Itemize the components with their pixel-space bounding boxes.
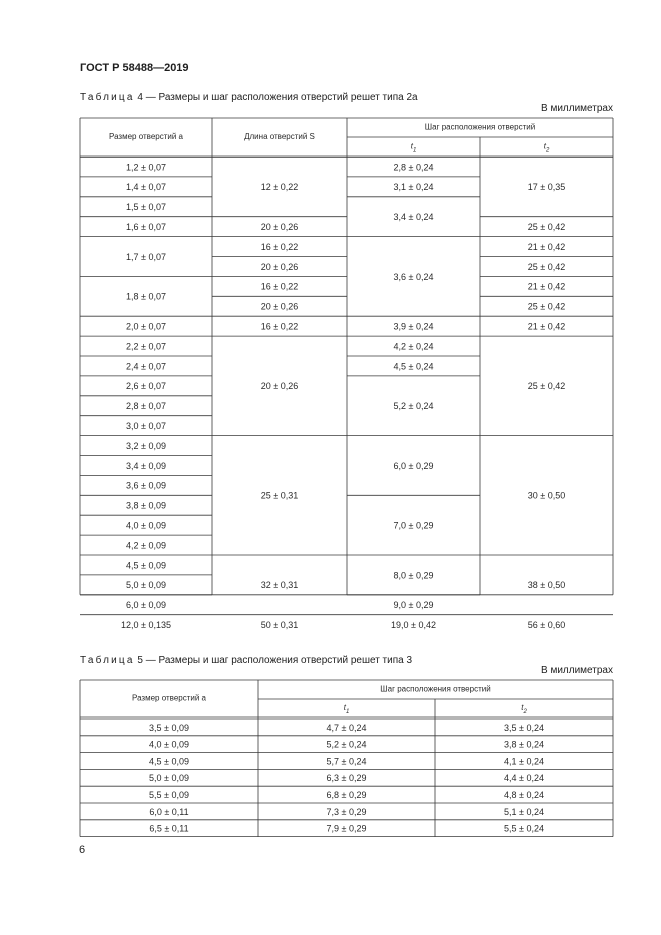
- page-number: 6: [79, 844, 86, 856]
- table5-cell: 6,8 ± 0,29: [326, 789, 367, 800]
- table4-cell-t1: 7,0 ± 0,29: [393, 520, 434, 531]
- table4-cell-t2: 25 ± 0,42: [527, 222, 566, 233]
- table4-cell-a: 5,0 ± 0,09: [126, 580, 166, 591]
- table4-cell-a: 4,5 ± 0,09: [126, 560, 166, 571]
- table5-cell: 4,1 ± 0,24: [504, 756, 544, 767]
- table4-cell-t1: 3,1 ± 0,24: [393, 182, 434, 193]
- table4-cell-s: 16 ± 0,22: [260, 241, 299, 252]
- table5-units: В миллиметрах: [541, 665, 613, 676]
- table4-cell-a: 1,2 ± 0,07: [126, 162, 166, 173]
- table4-header-t2: $t_2$: [543, 141, 550, 154]
- table5-cell: 5,5 ± 0,09: [149, 789, 189, 800]
- table5-cell: 3,5 ± 0,09: [149, 722, 189, 733]
- document-header: ГОСТ Р 58488—2019: [80, 62, 189, 74]
- table4-header-a: Размер отверстий a: [109, 132, 183, 142]
- table4-units: В миллиметрах: [541, 103, 613, 114]
- table4-cell-a: 1,7 ± 0,07: [126, 251, 166, 262]
- table4-cell-s: 32 ± 0,31: [260, 580, 299, 591]
- table4-cell-t2: 21 ± 0,42: [527, 281, 566, 292]
- table4-cell-t2: 30 ± 0,50: [527, 490, 566, 501]
- table4-cell-t1: 5,2 ± 0,24: [393, 401, 434, 412]
- table4-cell-t1: 3,4 ± 0,24: [393, 212, 434, 223]
- table5-caption: [80, 655, 412, 666]
- table5-cell: 5,7 ± 0,24: [326, 756, 367, 767]
- table4-cell-t2: 38 ± 0,50: [527, 580, 566, 591]
- table4-header-step: Шаг расположения отверстий: [424, 122, 536, 132]
- table5-cell: 3,8 ± 0,24: [504, 739, 544, 750]
- table4-cell-s: 20 ± 0,26: [260, 381, 299, 392]
- table4-cell-a: 3,8 ± 0,09: [126, 500, 166, 511]
- table4-cell-a: 1,6 ± 0,07: [126, 222, 166, 233]
- table4-cell-a: 3,0 ± 0,07: [126, 421, 166, 432]
- table5-cell: 6,3 ± 0,29: [326, 773, 367, 784]
- table4-cell-a: 2,6 ± 0,07: [126, 381, 166, 392]
- table4-cell-a: 4,2 ± 0,09: [126, 540, 166, 551]
- table4-cell-s: 20 ± 0,26: [260, 222, 299, 233]
- table4-cell-a: 12,0 ± 0,135: [121, 620, 171, 631]
- table5-cell: 5,0 ± 0,09: [149, 773, 189, 784]
- table4-cell-s: 20 ± 0,26: [260, 261, 299, 272]
- table5-header-step: Шаг расположения отверстий: [380, 684, 491, 694]
- table5-caption-word: Таблица: [80, 655, 135, 666]
- table4-cell-t1: 8,0 ± 0,29: [393, 570, 434, 581]
- table4-cell-t2: 21 ± 0,42: [527, 241, 566, 252]
- table5-cell: 4,4 ± 0,24: [504, 773, 544, 784]
- table5-cell: 5,5 ± 0,24: [504, 823, 544, 834]
- table5-cell: 5,2 ± 0,24: [326, 739, 367, 750]
- table5-cell: 6,5 ± 0,11: [149, 823, 189, 834]
- table4-cell-t2: 17 ± 0,35: [527, 182, 566, 193]
- table4-cell-t1: 9,0 ± 0,29: [393, 600, 434, 611]
- table5-cell: 6,0 ± 0,11: [149, 806, 189, 817]
- table4-cell-t1: 3,9 ± 0,24: [393, 321, 434, 332]
- table4-cell-s: 20 ± 0,26: [260, 301, 299, 312]
- table4-header-s: Длина отверстий S: [244, 132, 315, 142]
- table4-cell-a: 4,0 ± 0,09: [126, 520, 166, 531]
- table4-cell-t1: 2,8 ± 0,24: [393, 162, 434, 173]
- table4-caption-word: Таблица: [80, 92, 135, 103]
- table4-cell-s: 25 ± 0,31: [260, 490, 299, 501]
- table5-header-t1: $t_1$: [343, 703, 350, 715]
- table4-cell-t1: 6,0 ± 0,29: [393, 460, 434, 471]
- table4-cell-t1: 19,0 ± 0,42: [391, 620, 436, 631]
- table4-cell-t1: 4,5 ± 0,24: [393, 361, 434, 372]
- table4-cell-a: 2,2 ± 0,07: [126, 341, 166, 352]
- table4-cell-a: 2,4 ± 0,07: [126, 361, 166, 372]
- table4-cell-a: 3,6 ± 0,09: [126, 480, 166, 491]
- table5-cell: 7,3 ± 0,29: [326, 806, 367, 817]
- table5-cell: 7,9 ± 0,29: [326, 823, 367, 834]
- table4-cell-s: 50 ± 0,31: [260, 620, 299, 631]
- table4-cell-s: 12 ± 0,22: [260, 182, 299, 193]
- table4-cell-a: 1,8 ± 0,07: [126, 291, 166, 302]
- table4-cell-a: 3,2 ± 0,09: [126, 440, 166, 451]
- table5-cell: 4,5 ± 0,09: [149, 756, 189, 767]
- table5-cell: 5,1 ± 0,24: [504, 806, 544, 817]
- table4-cell-a: 1,4 ± 0,07: [126, 182, 166, 193]
- table4-cell-t2: 25 ± 0,42: [527, 301, 566, 312]
- table4-cell-a: 1,5 ± 0,07: [126, 202, 166, 213]
- table4-cell-s: 16 ± 0,22: [260, 281, 299, 292]
- table5-header-t2: $t_2$: [521, 703, 527, 715]
- table4-cell-t2: 25 ± 0,42: [527, 261, 566, 272]
- table4-cell-a: 2,0 ± 0,07: [126, 321, 166, 332]
- table5-cell: 4,0 ± 0,09: [149, 739, 189, 750]
- table4-cell-t2: 56 ± 0,60: [527, 620, 566, 631]
- table5-cell: 4,8 ± 0,24: [504, 789, 544, 800]
- table4-cell-t2: 25 ± 0,42: [527, 381, 566, 392]
- table4-cell-a: 6,0 ± 0,09: [126, 600, 166, 611]
- table4-cell-t2: 21 ± 0,42: [527, 321, 566, 332]
- table4-cell-s: 16 ± 0,22: [260, 321, 299, 332]
- table4-cell-a: 2,8 ± 0,07: [126, 401, 166, 412]
- table4-caption-text: 4 — Размеры и шаг расположения отверстий решет типа 2а: [134, 92, 418, 103]
- table5-caption-text: 5 — Размеры и шаг расположения отверстий решет типа 3: [134, 655, 413, 666]
- table4-cell-t1: 3,6 ± 0,24: [393, 271, 434, 282]
- table5-cell: 4,7 ± 0,24: [326, 722, 367, 733]
- table5-cells: [132, 685, 544, 834]
- table5-header-a: Размер отверстий a: [132, 693, 206, 703]
- table4-header-t1: $t_1$: [410, 141, 417, 154]
- table4-cells: [109, 123, 565, 630]
- table4-cell-a: 3,4 ± 0,09: [126, 460, 166, 471]
- table4-cell-t1: 4,2 ± 0,24: [393, 341, 434, 352]
- table5-cell: 3,5 ± 0,24: [504, 722, 544, 733]
